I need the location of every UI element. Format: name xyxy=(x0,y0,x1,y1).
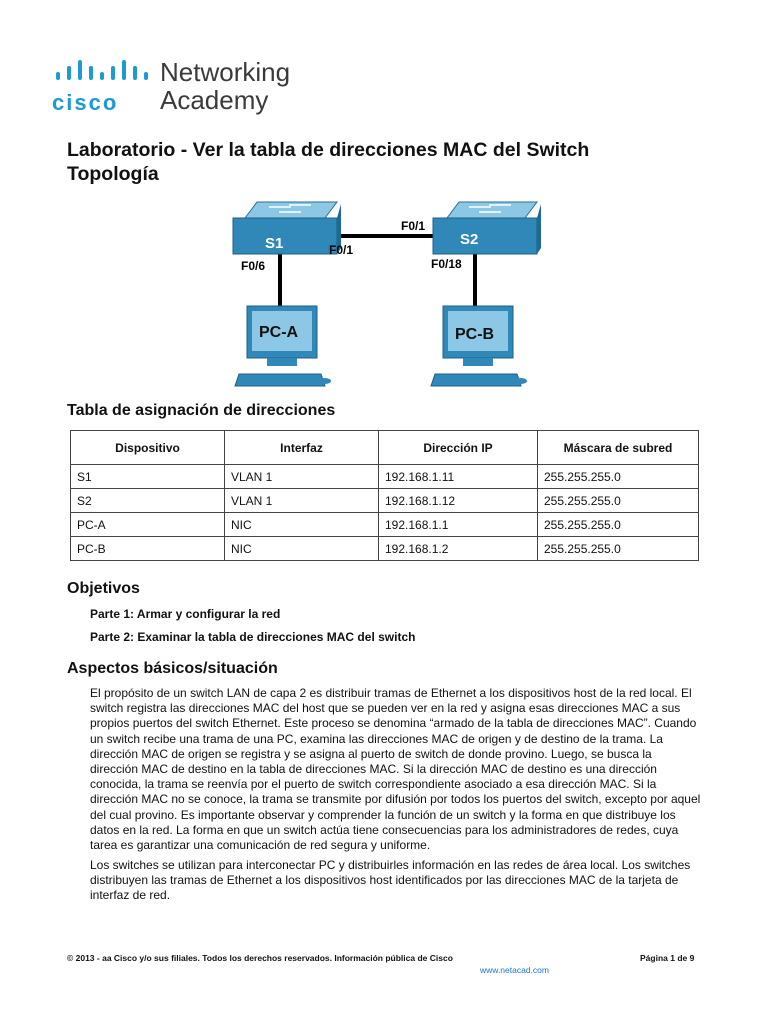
port-label-s2-f018: F0/18 xyxy=(431,257,462,271)
footer-copyright: © 2013 - aa Cisco y/o sus filiales. Todos los derechos reservados. Información pública de Cisco xyxy=(67,953,453,963)
table-row xyxy=(71,489,699,513)
table-cell: S1 xyxy=(71,465,225,489)
table-cell: 255.255.255.0 xyxy=(538,489,699,513)
column-header: Dispositivo xyxy=(71,431,225,465)
logo-academy-text: Academy xyxy=(160,85,269,115)
table-cell: PC-B xyxy=(71,537,225,561)
page-title: Laboratorio - Ver la tabla de direcciones MAC del Switch xyxy=(67,139,590,161)
column-header: Dirección IP xyxy=(379,431,538,465)
table-cell: VLAN 1 xyxy=(225,489,379,513)
port-label-s1-f01: F0/1 xyxy=(329,243,354,257)
table-cell: PC-A xyxy=(71,513,225,537)
table-cell: 192.168.1.11 xyxy=(379,465,538,489)
background-heading: Aspectos básicos/situación xyxy=(67,660,278,677)
cisco-bridge-icon xyxy=(54,58,150,86)
addressing-table-heading: Tabla de asignación de direcciones xyxy=(67,402,336,419)
footer-netacad-link[interactable]: www.netacad.com xyxy=(480,965,549,975)
table-cell: NIC xyxy=(225,537,379,561)
topology-heading: Topología xyxy=(67,163,159,185)
background-paragraph-1: El propósito de un switch LAN de capa 2 es distribuir tramas de Ethernet a los dispositivos host de la red local. El switch registra las direcciones MAC del host que se pueden ver en la red y asigna esas direcciones MAC a sus propios puertos del switch Ethernet. Este proceso se denomina “armado de la tabla de direcciones MAC”. Cuando un switch recibe una trama de una PC, examina las direcciones MAC de origen y de destino de la trama. La dirección MAC de origen se registra y se asigna al puerto de switch de donde provino. Luego, se busca la dirección MAC de destino en la tabla de direcciones MAC. Si la dirección MAC de destino es una dirección conocida, la trama se reenvía por el puerto de switch correspondiente asociado a esa dirección MAC. Si la dirección MAC no se conoce, la trama se transmite por difusión por todos los puertos del switch, excepto por aquel del cual provino. Es importante observar y comprender la función de un switch y la forma en que distribuye los datos en la red. La forma en que un switch actúa tiene consecuencias para los administradores de redes, cuya tarea es garantizar una comunicación de red segura y uniforme. xyxy=(90,686,701,853)
switch-s1-icon xyxy=(233,202,341,254)
cisco-networking-academy-logo xyxy=(52,58,312,118)
table-cell: VLAN 1 xyxy=(225,465,379,489)
switch-s1-label: S1 xyxy=(265,235,284,252)
table-header-row xyxy=(71,431,699,465)
objectives-heading: Objetivos xyxy=(67,580,140,597)
column-header: Máscara de subred xyxy=(538,431,699,465)
objective-part-1: Parte 1: Armar y configurar la red xyxy=(90,607,281,621)
port-label-s1-f06: F0/6 xyxy=(241,259,266,273)
footer-page-number: Página 1 de 9 xyxy=(640,953,695,963)
switch-s2-label: S2 xyxy=(460,231,479,248)
table-cell: S2 xyxy=(71,489,225,513)
table-cell: 255.255.255.0 xyxy=(538,465,699,489)
table-row xyxy=(71,537,699,561)
addressing-table xyxy=(70,430,699,561)
table-cell: 255.255.255.0 xyxy=(538,537,699,561)
table-cell: NIC xyxy=(225,513,379,537)
port-label-s2-f01: F0/1 xyxy=(401,219,426,233)
logo-networking-text: Networking xyxy=(160,57,291,87)
table-row xyxy=(71,513,699,537)
pc-b-label: PC-B xyxy=(455,326,495,343)
table-cell: 255.255.255.0 xyxy=(538,513,699,537)
objective-part-2: Parte 2: Examinar la tabla de direcciones MAC del switch xyxy=(90,630,416,644)
table-cell: 192.168.1.12 xyxy=(379,489,538,513)
topology-diagram xyxy=(225,196,545,392)
column-header: Interfaz xyxy=(225,431,379,465)
pc-b-icon xyxy=(431,306,527,386)
table-row xyxy=(71,465,699,489)
cisco-wordmark: cisco xyxy=(52,90,119,115)
pc-a-icon xyxy=(235,306,331,386)
pc-a-label: PC-A xyxy=(259,324,299,341)
background-paragraph-2: Los switches se utilizan para interconectar PC y distribuirles información en las redes de área local. Los switches distribuyen las tramas de Ethernet a los dispositivos host identificados por las direcciones MAC de la tarjeta de interfaz de red. xyxy=(90,858,691,903)
switch-s2-icon xyxy=(433,202,541,254)
table-cell: 192.168.1.1 xyxy=(379,513,538,537)
table-cell: 192.168.1.2 xyxy=(379,537,538,561)
